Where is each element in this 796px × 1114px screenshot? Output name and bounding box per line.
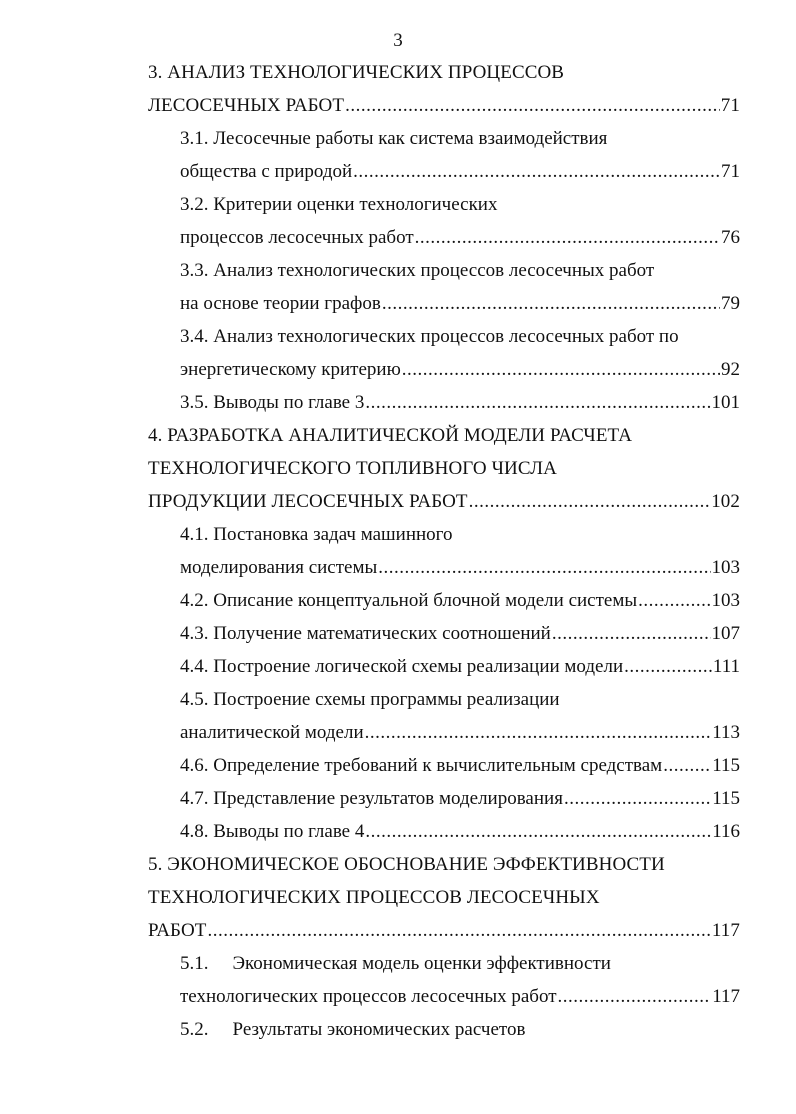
dot-leader <box>365 718 712 748</box>
toc-entry-text: моделирования системы <box>180 557 378 578</box>
toc-section-4-1-title: 4.1. Постановка задач машинного <box>180 524 453 545</box>
toc-entry-text: 3.5. Выводы по главе 3 <box>180 392 365 413</box>
toc-page-number: 92 <box>721 359 740 380</box>
toc-page-number: 103 <box>711 590 740 611</box>
toc-section-5-1-title <box>180 949 740 979</box>
dot-leader <box>365 388 710 418</box>
dot-leader <box>382 289 720 319</box>
toc-section-3-5-entry[interactable] <box>180 388 740 418</box>
toc-section-number: 5.1. <box>180 953 209 974</box>
page-number: 3 <box>393 30 403 51</box>
toc-chapter-5-entry[interactable] <box>148 916 740 946</box>
toc-section-4-8-entry[interactable] <box>180 817 740 847</box>
toc-section-4-6-entry[interactable] <box>180 751 740 781</box>
toc-section-3-1-entry[interactable] <box>180 157 740 187</box>
toc-entry-text: РАБОТ <box>148 920 207 941</box>
toc-page-number: 103 <box>711 557 740 578</box>
toc-entry-text: энергетическому критерию <box>180 359 401 380</box>
toc-entry-text: 4.2. Описание концептуальной блочной модели системы <box>180 590 638 611</box>
toc-page-number: 71 <box>720 95 740 116</box>
toc-page-number: 107 <box>711 623 740 644</box>
toc-page-number: 115 <box>712 788 740 809</box>
toc-entry-text: 4.8. Выводы по главе 4 <box>180 821 365 842</box>
dot-leader <box>415 223 720 253</box>
toc-page-number: 116 <box>712 821 740 842</box>
toc-entry-text: общества с природой <box>180 161 353 182</box>
toc-page-number: 71 <box>721 161 740 182</box>
toc-chapter-5-title-line-2: ТЕХНОЛОГИЧЕСКИХ ПРОЦЕССОВ ЛЕСОСЕЧНЫХ <box>148 887 600 908</box>
dot-leader <box>564 784 711 814</box>
toc-page-number: 102 <box>711 491 740 512</box>
toc-section-4-5-title: 4.5. Построение схемы программы реализации <box>180 689 560 710</box>
toc-section-3-1-title: 3.1. Лесосечные работы как система взаимодействия <box>180 128 608 149</box>
toc-section-3-2-entry[interactable] <box>180 223 740 253</box>
dot-leader <box>624 652 712 682</box>
toc-chapter-3-title: 3. АНАЛИЗ ТЕХНОЛОГИЧЕСКИХ ПРОЦЕССОВ <box>148 62 565 83</box>
toc-chapter-4-title-line-2: ТЕХНОЛОГИЧЕСКОГО ТОПЛИВНОГО ЧИСЛА <box>148 458 557 479</box>
toc-section-4-4-entry[interactable] <box>180 652 740 682</box>
toc-section-4-7-entry[interactable] <box>180 784 740 814</box>
toc-section-3-2-title: 3.2. Критерии оценки технологических <box>180 194 498 215</box>
toc-entry-text: 4.4. Построение логической схемы реализации модели <box>180 656 624 677</box>
toc-page-number: 117 <box>712 986 740 1007</box>
toc-entry-text: ЛЕСОСЕЧНЫХ РАБОТ <box>148 95 345 116</box>
toc-section-4-3-entry[interactable] <box>180 619 740 649</box>
toc-page-number: 79 <box>721 293 740 314</box>
dot-leader <box>353 157 720 187</box>
toc-entry-text: 4.7. Представление результатов моделирования <box>180 788 563 809</box>
toc-entry-text: 4.6. Определение требований к вычислительным средствам <box>180 755 663 776</box>
toc-section-title-text: Результаты экономических расчетов <box>232 1019 526 1040</box>
toc-section-4-2-entry[interactable] <box>180 586 740 616</box>
dot-leader <box>552 619 711 649</box>
toc-entry-text: процессов лесосечных работ <box>180 227 414 248</box>
toc-page-number: 117 <box>711 920 740 941</box>
toc-entry-text: на основе теории графов <box>180 293 381 314</box>
dot-leader <box>345 91 720 121</box>
toc-entry-text: ПРОДУКЦИИ ЛЕСОСЕЧНЫХ РАБОТ <box>148 491 468 512</box>
toc-section-3-4-entry[interactable] <box>180 355 740 385</box>
dot-leader <box>558 982 712 1012</box>
toc-section-5-2-entry[interactable] <box>180 1015 740 1045</box>
toc-section-3-3-entry[interactable] <box>180 289 740 319</box>
toc-chapter-5-title-line-1: 5. ЭКОНОМИЧЕСКОЕ ОБОСНОВАНИЕ ЭФФЕКТИВНОСТИ <box>148 854 665 875</box>
toc-chapter-3-entry[interactable] <box>148 91 740 121</box>
toc-page-number: 101 <box>711 392 740 413</box>
dot-leader <box>638 586 710 616</box>
toc-entry-text: 4.3. Получение математических соотношений <box>180 623 551 644</box>
toc-page-number: 113 <box>712 722 740 743</box>
toc-chapter-4-entry[interactable] <box>148 487 740 517</box>
toc-page-number: 115 <box>712 755 740 776</box>
toc-entry-text: технологических процессов лесосечных работ <box>180 986 557 1007</box>
toc-section-4-5-entry[interactable] <box>180 718 740 748</box>
toc-chapter-4-title-line-1: 4. РАЗРАБОТКА АНАЛИТИЧЕСКОЙ МОДЕЛИ РАСЧЕТА <box>148 425 633 446</box>
toc-section-number: 5.2. <box>180 1019 209 1040</box>
dot-leader <box>365 817 711 847</box>
dot-leader <box>469 487 711 517</box>
toc-section-3-3-title: 3.3. Анализ технологических процессов лесосечных работ <box>180 260 655 281</box>
toc-section-5-1-entry[interactable] <box>180 982 740 1012</box>
dot-leader <box>402 355 720 385</box>
dot-leader <box>207 916 710 946</box>
dot-leader <box>663 751 711 781</box>
toc-entry-text: аналитической модели <box>180 722 364 743</box>
toc-section-4-1-entry[interactable] <box>180 553 740 583</box>
dot-leader <box>378 553 710 583</box>
toc-section-3-4-title: 3.4. Анализ технологических процессов лесосечных работ по <box>180 326 679 347</box>
toc-page-number: 76 <box>721 227 740 248</box>
toc-page-number: 111 <box>712 656 740 677</box>
toc-section-title-text: Экономическая модель оценки эффективности <box>232 953 611 974</box>
